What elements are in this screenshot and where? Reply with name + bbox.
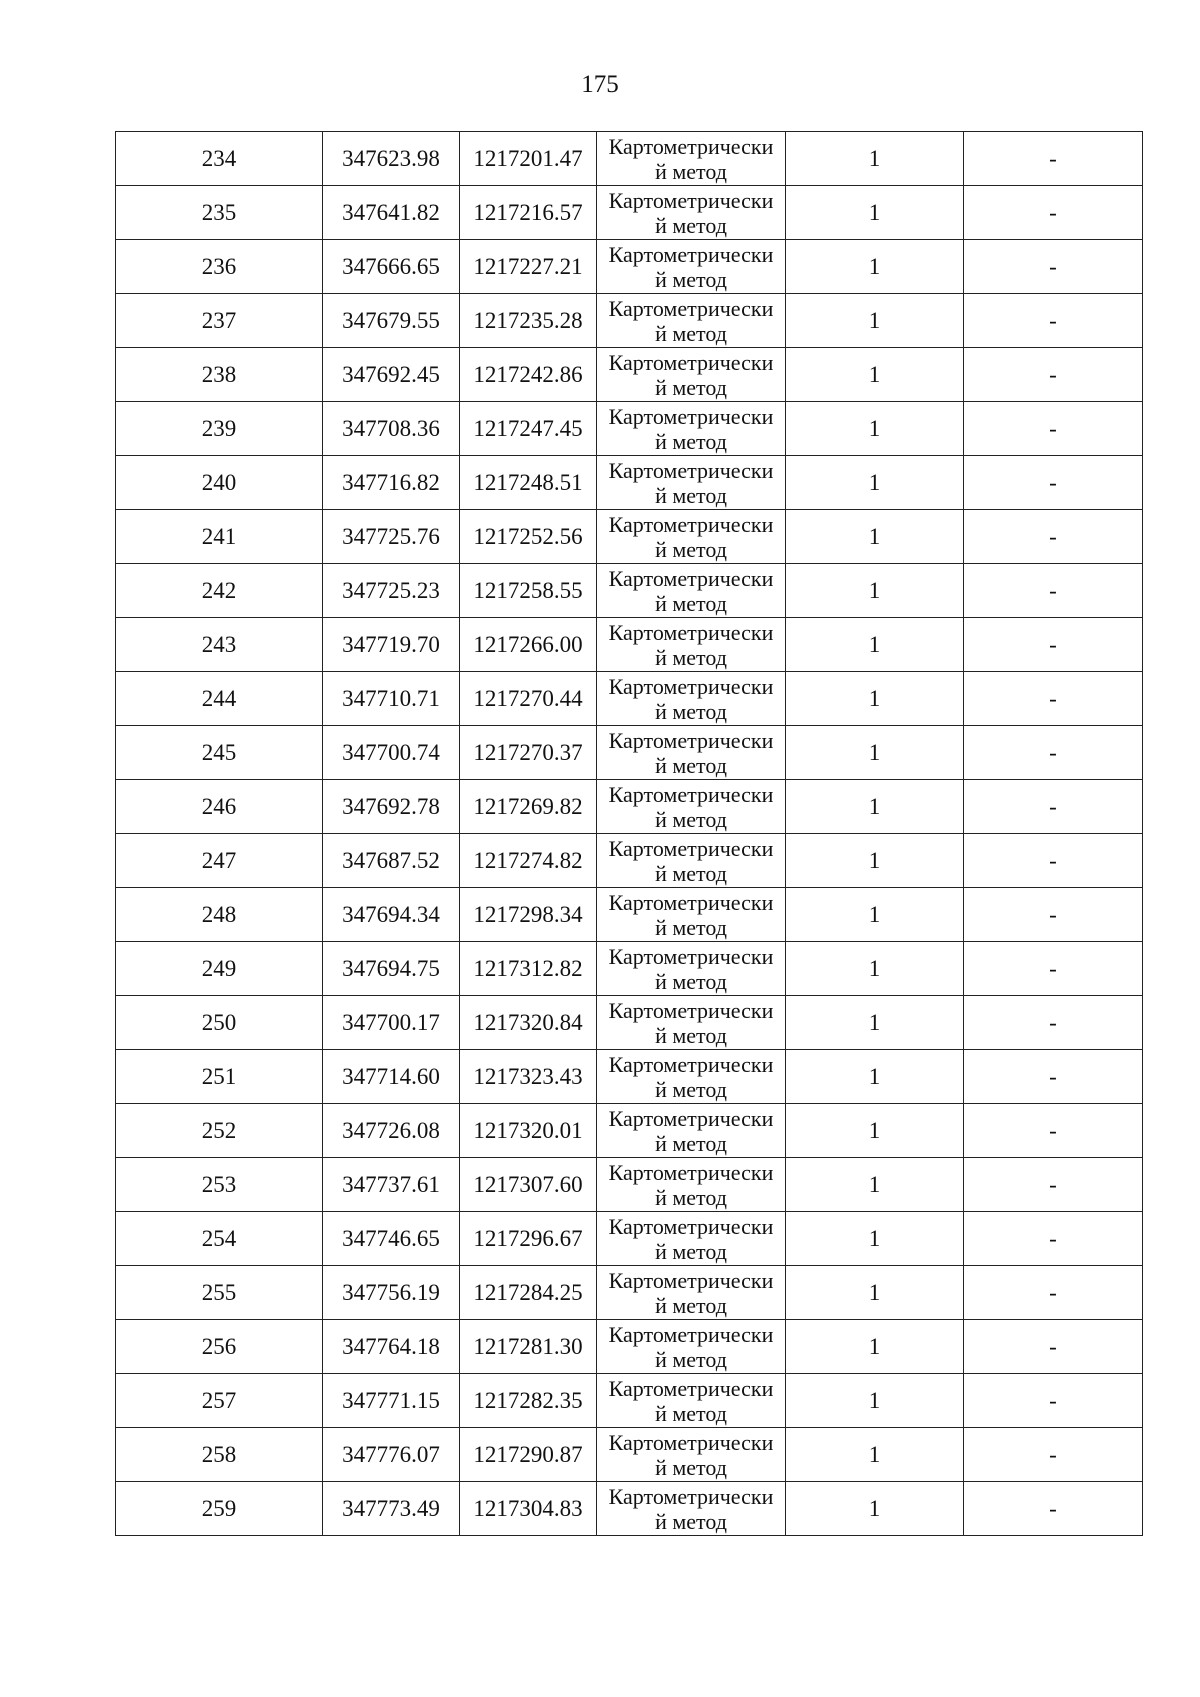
x-coordinate-cell: 347726.08 (323, 1104, 460, 1158)
note-cell: - (964, 996, 1143, 1050)
table-row (116, 186, 1143, 240)
method-text-line2: й метод (655, 320, 727, 346)
y-coordinate-cell: 1217320.84 (460, 996, 597, 1050)
accuracy-cell: 1 (786, 1266, 964, 1320)
point-number-cell: 244 (116, 672, 323, 726)
method-text-line2: й метод (655, 1508, 727, 1534)
method-text-line1: Картометрически (608, 1159, 774, 1185)
method-text-line2: й метод (655, 266, 727, 292)
method-text-line1: Картометрически (608, 133, 774, 159)
accuracy-cell: 1 (786, 888, 964, 942)
method-cell (597, 240, 786, 294)
point-number-cell: 242 (116, 564, 323, 618)
x-coordinate-cell: 347756.19 (323, 1266, 460, 1320)
y-coordinate-cell: 1217235.28 (460, 294, 597, 348)
point-number-cell: 248 (116, 888, 323, 942)
note-cell: - (964, 888, 1143, 942)
table-row (116, 1374, 1143, 1428)
point-number-cell: 256 (116, 1320, 323, 1374)
y-coordinate-cell: 1217247.45 (460, 402, 597, 456)
point-number-cell: 236 (116, 240, 323, 294)
x-coordinate-cell: 347692.45 (323, 348, 460, 402)
x-coordinate-cell: 347714.60 (323, 1050, 460, 1104)
method-text-line2: й метод (655, 1184, 727, 1210)
table-row (116, 672, 1143, 726)
method-text-line2: й метод (655, 428, 727, 454)
method-text-line1: Картометрически (608, 349, 774, 375)
accuracy-cell: 1 (786, 1212, 964, 1266)
method-cell (597, 888, 786, 942)
x-coordinate-cell: 347623.98 (323, 132, 460, 186)
note-cell: - (964, 348, 1143, 402)
table-body (116, 132, 1143, 1536)
method-text-line1: Картометрически (608, 619, 774, 645)
method-cell (597, 186, 786, 240)
method-cell (597, 456, 786, 510)
note-cell: - (964, 240, 1143, 294)
method-text-line2: й метод (655, 1130, 727, 1156)
method-cell (597, 1212, 786, 1266)
y-coordinate-cell: 1217252.56 (460, 510, 597, 564)
point-number-cell: 258 (116, 1428, 323, 1482)
point-number-cell: 252 (116, 1104, 323, 1158)
table-row (116, 726, 1143, 780)
method-cell (597, 1320, 786, 1374)
accuracy-cell: 1 (786, 1428, 964, 1482)
note-cell: - (964, 1320, 1143, 1374)
accuracy-cell: 1 (786, 672, 964, 726)
y-coordinate-cell: 1217269.82 (460, 780, 597, 834)
table-row (116, 1050, 1143, 1104)
table-row (116, 942, 1143, 996)
point-number-cell: 255 (116, 1266, 323, 1320)
point-number-cell: 238 (116, 348, 323, 402)
accuracy-cell: 1 (786, 1482, 964, 1536)
accuracy-cell: 1 (786, 510, 964, 564)
y-coordinate-cell: 1217284.25 (460, 1266, 597, 1320)
method-text-line1: Картометрически (608, 1213, 774, 1239)
y-coordinate-cell: 1217216.57 (460, 186, 597, 240)
x-coordinate-cell: 347692.78 (323, 780, 460, 834)
table-row (116, 1428, 1143, 1482)
table-row (116, 618, 1143, 672)
note-cell: - (964, 1482, 1143, 1536)
accuracy-cell: 1 (786, 1158, 964, 1212)
note-cell: - (964, 672, 1143, 726)
method-cell (597, 1428, 786, 1482)
table-row (116, 1212, 1143, 1266)
accuracy-cell: 1 (786, 132, 964, 186)
method-text-line1: Картометрически (608, 457, 774, 483)
accuracy-cell: 1 (786, 1104, 964, 1158)
note-cell: - (964, 186, 1143, 240)
table-row (116, 132, 1143, 186)
method-text-line2: й метод (655, 1292, 727, 1318)
method-text-line2: й метод (655, 482, 727, 508)
page-number: 175 (581, 71, 619, 98)
method-text-line1: Картометрически (608, 1321, 774, 1347)
method-cell (597, 942, 786, 996)
accuracy-cell: 1 (786, 348, 964, 402)
accuracy-cell: 1 (786, 564, 964, 618)
point-number-cell: 246 (116, 780, 323, 834)
method-text-line1: Картометрически (608, 1051, 774, 1077)
x-coordinate-cell: 347716.82 (323, 456, 460, 510)
method-text-line1: Картометрически (608, 511, 774, 537)
y-coordinate-cell: 1217304.83 (460, 1482, 597, 1536)
method-text-line1: Картометрически (608, 295, 774, 321)
method-text-line2: й метод (655, 1076, 727, 1102)
note-cell: - (964, 942, 1143, 996)
accuracy-cell: 1 (786, 780, 964, 834)
point-number-cell: 257 (116, 1374, 323, 1428)
y-coordinate-cell: 1217227.21 (460, 240, 597, 294)
point-number-cell: 234 (116, 132, 323, 186)
x-coordinate-cell: 347776.07 (323, 1428, 460, 1482)
y-coordinate-cell: 1217274.82 (460, 834, 597, 888)
accuracy-cell: 1 (786, 1374, 964, 1428)
table-row (116, 1158, 1143, 1212)
y-coordinate-cell: 1217270.44 (460, 672, 597, 726)
accuracy-cell: 1 (786, 402, 964, 456)
note-cell: - (964, 1104, 1143, 1158)
method-cell (597, 834, 786, 888)
y-coordinate-cell: 1217270.37 (460, 726, 597, 780)
method-text-line2: й метод (655, 158, 727, 184)
method-text-line2: й метод (655, 752, 727, 778)
table-row (116, 1320, 1143, 1374)
y-coordinate-cell: 1217258.55 (460, 564, 597, 618)
method-text-line2: й метод (655, 914, 727, 940)
method-text-line1: Картометрически (608, 1483, 774, 1509)
method-cell (597, 1374, 786, 1428)
note-cell: - (964, 510, 1143, 564)
note-cell: - (964, 1374, 1143, 1428)
method-text-line1: Картометрически (608, 1267, 774, 1293)
table-row (116, 1104, 1143, 1158)
y-coordinate-cell: 1217320.01 (460, 1104, 597, 1158)
method-cell (597, 1266, 786, 1320)
method-text-line2: й метод (655, 968, 727, 994)
note-cell: - (964, 132, 1143, 186)
x-coordinate-cell: 347719.70 (323, 618, 460, 672)
y-coordinate-cell: 1217282.35 (460, 1374, 597, 1428)
note-cell: - (964, 1266, 1143, 1320)
method-text-line1: Картометрически (608, 187, 774, 213)
point-number-cell: 237 (116, 294, 323, 348)
table-row (116, 348, 1143, 402)
method-text-line2: й метод (655, 860, 727, 886)
table-row (116, 294, 1143, 348)
accuracy-cell: 1 (786, 618, 964, 672)
point-number-cell: 239 (116, 402, 323, 456)
y-coordinate-cell: 1217281.30 (460, 1320, 597, 1374)
method-cell (597, 1482, 786, 1536)
point-number-cell: 247 (116, 834, 323, 888)
point-number-cell: 253 (116, 1158, 323, 1212)
accuracy-cell: 1 (786, 996, 964, 1050)
method-text-line2: й метод (655, 374, 727, 400)
method-text-line2: й метод (655, 806, 727, 832)
method-cell (597, 402, 786, 456)
coordinates-table (115, 131, 1143, 1536)
method-cell (597, 780, 786, 834)
point-number-cell: 254 (116, 1212, 323, 1266)
table-row (116, 1266, 1143, 1320)
point-number-cell: 241 (116, 510, 323, 564)
method-cell (597, 132, 786, 186)
method-text-line2: й метод (655, 1400, 727, 1426)
method-text-line1: Картометрически (608, 997, 774, 1023)
method-cell (597, 1104, 786, 1158)
note-cell: - (964, 1050, 1143, 1104)
y-coordinate-cell: 1217242.86 (460, 348, 597, 402)
y-coordinate-cell: 1217307.60 (460, 1158, 597, 1212)
method-text-line2: й метод (655, 644, 727, 670)
x-coordinate-cell: 347694.75 (323, 942, 460, 996)
method-cell (597, 726, 786, 780)
table-row (116, 510, 1143, 564)
method-text-line1: Картометрически (608, 565, 774, 591)
y-coordinate-cell: 1217312.82 (460, 942, 597, 996)
note-cell: - (964, 1428, 1143, 1482)
method-text-line2: й метод (655, 1022, 727, 1048)
x-coordinate-cell: 347764.18 (323, 1320, 460, 1374)
x-coordinate-cell: 347687.52 (323, 834, 460, 888)
method-cell (597, 1050, 786, 1104)
method-text-line1: Картометрически (608, 835, 774, 861)
note-cell: - (964, 294, 1143, 348)
note-cell: - (964, 564, 1143, 618)
x-coordinate-cell: 347666.65 (323, 240, 460, 294)
accuracy-cell: 1 (786, 1320, 964, 1374)
table-row (116, 564, 1143, 618)
method-text-line1: Картометрически (608, 241, 774, 267)
point-number-cell: 243 (116, 618, 323, 672)
accuracy-cell: 1 (786, 240, 964, 294)
table-row (116, 996, 1143, 1050)
method-text-line1: Картометрически (608, 727, 774, 753)
x-coordinate-cell: 347700.17 (323, 996, 460, 1050)
y-coordinate-cell: 1217298.34 (460, 888, 597, 942)
note-cell: - (964, 1212, 1143, 1266)
x-coordinate-cell: 347694.34 (323, 888, 460, 942)
accuracy-cell: 1 (786, 834, 964, 888)
method-text-line2: й метод (655, 590, 727, 616)
method-cell (597, 510, 786, 564)
table-row (116, 1482, 1143, 1536)
method-text-line2: й метод (655, 1454, 727, 1480)
table-row (116, 240, 1143, 294)
method-cell (597, 294, 786, 348)
y-coordinate-cell: 1217323.43 (460, 1050, 597, 1104)
method-text-line2: й метод (655, 212, 727, 238)
x-coordinate-cell: 347641.82 (323, 186, 460, 240)
method-cell (597, 1158, 786, 1212)
table-row (116, 834, 1143, 888)
method-cell (597, 348, 786, 402)
method-text-line1: Картометрически (608, 1375, 774, 1401)
note-cell: - (964, 834, 1143, 888)
point-number-cell: 251 (116, 1050, 323, 1104)
table-row (116, 456, 1143, 510)
method-cell (597, 996, 786, 1050)
point-number-cell: 259 (116, 1482, 323, 1536)
x-coordinate-cell: 347710.71 (323, 672, 460, 726)
x-coordinate-cell: 347700.74 (323, 726, 460, 780)
note-cell: - (964, 402, 1143, 456)
y-coordinate-cell: 1217248.51 (460, 456, 597, 510)
y-coordinate-cell: 1217201.47 (460, 132, 597, 186)
accuracy-cell: 1 (786, 294, 964, 348)
note-cell: - (964, 726, 1143, 780)
method-text-line2: й метод (655, 536, 727, 562)
x-coordinate-cell: 347746.65 (323, 1212, 460, 1266)
method-cell (597, 672, 786, 726)
method-text-line1: Картометрически (608, 403, 774, 429)
y-coordinate-cell: 1217290.87 (460, 1428, 597, 1482)
method-cell (597, 618, 786, 672)
x-coordinate-cell: 347773.49 (323, 1482, 460, 1536)
method-cell (597, 564, 786, 618)
point-number-cell: 249 (116, 942, 323, 996)
point-number-cell: 250 (116, 996, 323, 1050)
x-coordinate-cell: 347725.76 (323, 510, 460, 564)
accuracy-cell: 1 (786, 186, 964, 240)
y-coordinate-cell: 1217296.67 (460, 1212, 597, 1266)
point-number-cell: 245 (116, 726, 323, 780)
note-cell: - (964, 780, 1143, 834)
method-text-line1: Картометрически (608, 1105, 774, 1131)
accuracy-cell: 1 (786, 726, 964, 780)
accuracy-cell: 1 (786, 456, 964, 510)
accuracy-cell: 1 (786, 1050, 964, 1104)
x-coordinate-cell: 347708.36 (323, 402, 460, 456)
method-text-line1: Картометрически (608, 943, 774, 969)
point-number-cell: 240 (116, 456, 323, 510)
x-coordinate-cell: 347771.15 (323, 1374, 460, 1428)
method-text-line2: й метод (655, 1346, 727, 1372)
x-coordinate-cell: 347737.61 (323, 1158, 460, 1212)
y-coordinate-cell: 1217266.00 (460, 618, 597, 672)
method-text-line1: Картометрически (608, 1429, 774, 1455)
accuracy-cell: 1 (786, 942, 964, 996)
note-cell: - (964, 1158, 1143, 1212)
note-cell: - (964, 456, 1143, 510)
method-text-line1: Картометрически (608, 781, 774, 807)
method-text-line2: й метод (655, 698, 727, 724)
table-row (116, 402, 1143, 456)
method-text-line2: й метод (655, 1238, 727, 1264)
table-row (116, 888, 1143, 942)
point-number-cell: 235 (116, 186, 323, 240)
table-row (116, 780, 1143, 834)
method-text-line1: Картометрически (608, 673, 774, 699)
method-text-line1: Картометрически (608, 889, 774, 915)
x-coordinate-cell: 347679.55 (323, 294, 460, 348)
note-cell: - (964, 618, 1143, 672)
x-coordinate-cell: 347725.23 (323, 564, 460, 618)
